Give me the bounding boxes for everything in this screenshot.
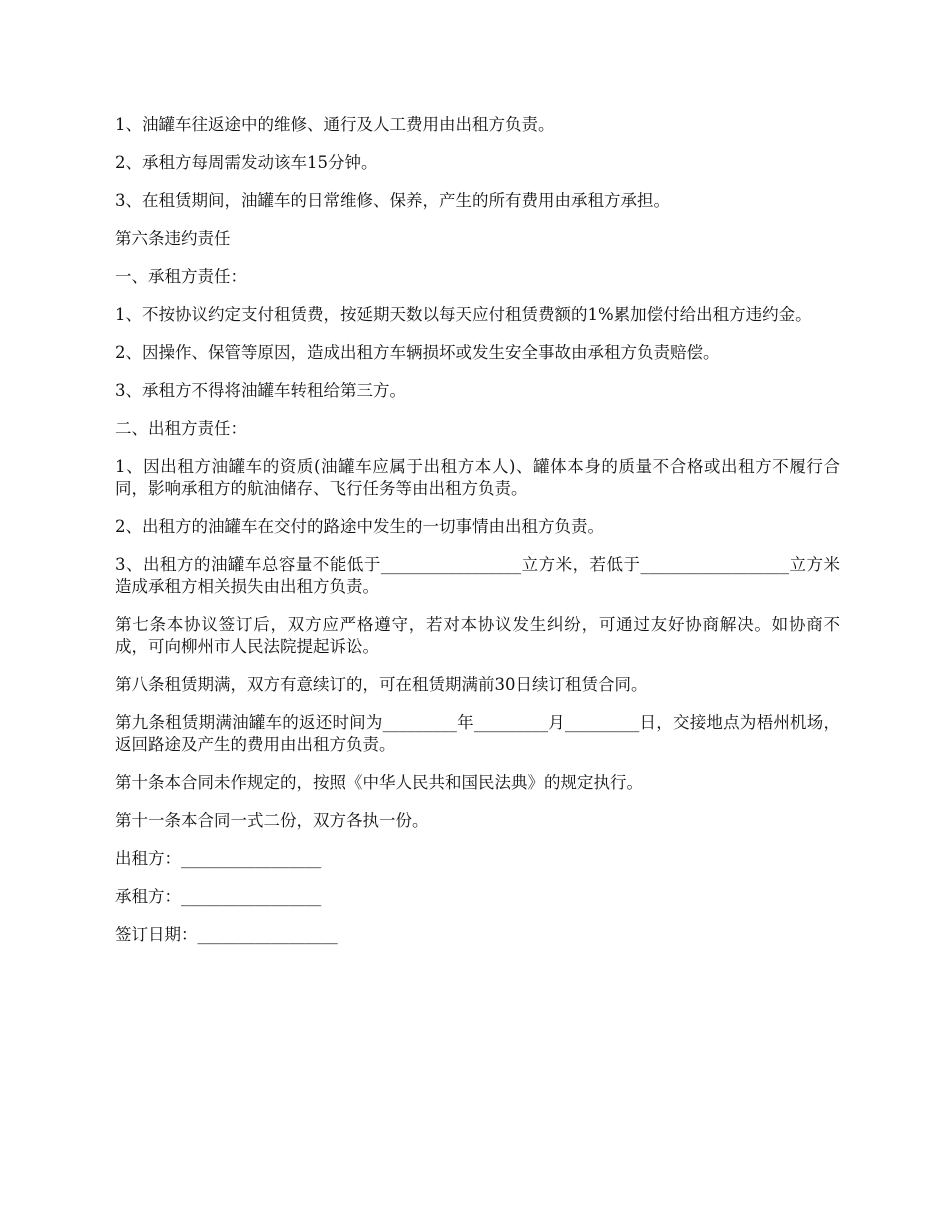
lessee-liability-3: 3、承租方不得将油罐车转租给第三方。 xyxy=(115,381,406,400)
article-11-copies: 第十一条本合同一式二份，双方各执一份。 xyxy=(115,811,429,830)
signing-date-line: 签订日期：_________________ xyxy=(115,925,338,944)
lessee-liability-heading: 一、承租方责任： xyxy=(115,267,247,286)
clause-1-repair-costs: 1、油罐车往返途中的维修、通行及人工费用由出租方负责。 xyxy=(115,115,555,134)
article-8-renewal: 第八条租赁期满，双方有意续订的，可在租赁期满前30日续订租赁合同。 xyxy=(115,675,648,694)
lessor-liability-heading: 二、出租方责任： xyxy=(115,419,247,438)
clause-2-engine-start: 2、承租方每周需发动该车15分钟。 xyxy=(115,153,378,172)
article-6-heading: 第六条违约责任 xyxy=(115,229,231,248)
lessee-signature-line: 承租方：_________________ xyxy=(115,887,322,906)
lessor-signature-line: 出租方：_________________ xyxy=(115,849,322,868)
article-7-disputes: 第七条本协议签订后，双方应严格遵守，若对本协议发生纠纷，可通过友好协商解决。如协商不成，可向柳州市人民法院提起诉讼。 xyxy=(115,615,840,656)
lessor-liability-2: 2、出租方的油罐车在交付的路途中发生的一切事情由出租方负责。 xyxy=(115,517,604,536)
clause-3-maintenance: 3、在租赁期间，油罐车的日常维修、保养，产生的所有费用由承租方承担。 xyxy=(115,191,670,210)
lessee-liability-1: 1、不按协议约定支付租赁费，按延期天数以每天应付租赁费额的1%累加偿付给出租方违约金。 xyxy=(115,305,812,324)
lessor-liability-3: 3、出租方的油罐车总容量不能低于_________________立方米，若低于__________________立方米造成承租方相关损失由出租方负责。 xyxy=(115,555,840,596)
lessee-liability-2: 2、因操作、保管等原因，造成出租方车辆损坏或发生安全事故由承租方负责赔偿。 xyxy=(115,343,720,362)
lessor-liability-1: 1、因出租方油罐车的资质(油罐车应属于出租方本人)、罐体本身的质量不合格或出租方不履行合同，影响承租方的航油储存、飞行任务等由出租方负责。 xyxy=(115,457,840,498)
article-9-return: 第九条租赁期满油罐车的返还时间为_________年_________月_________日，交接地点为梧州机场，返回路途及产生的费用由出租方负责。 xyxy=(115,713,840,754)
article-10-law: 第十条本合同未作规定的，按照《中华人民共和国民法典》的规定执行。 xyxy=(115,773,643,792)
